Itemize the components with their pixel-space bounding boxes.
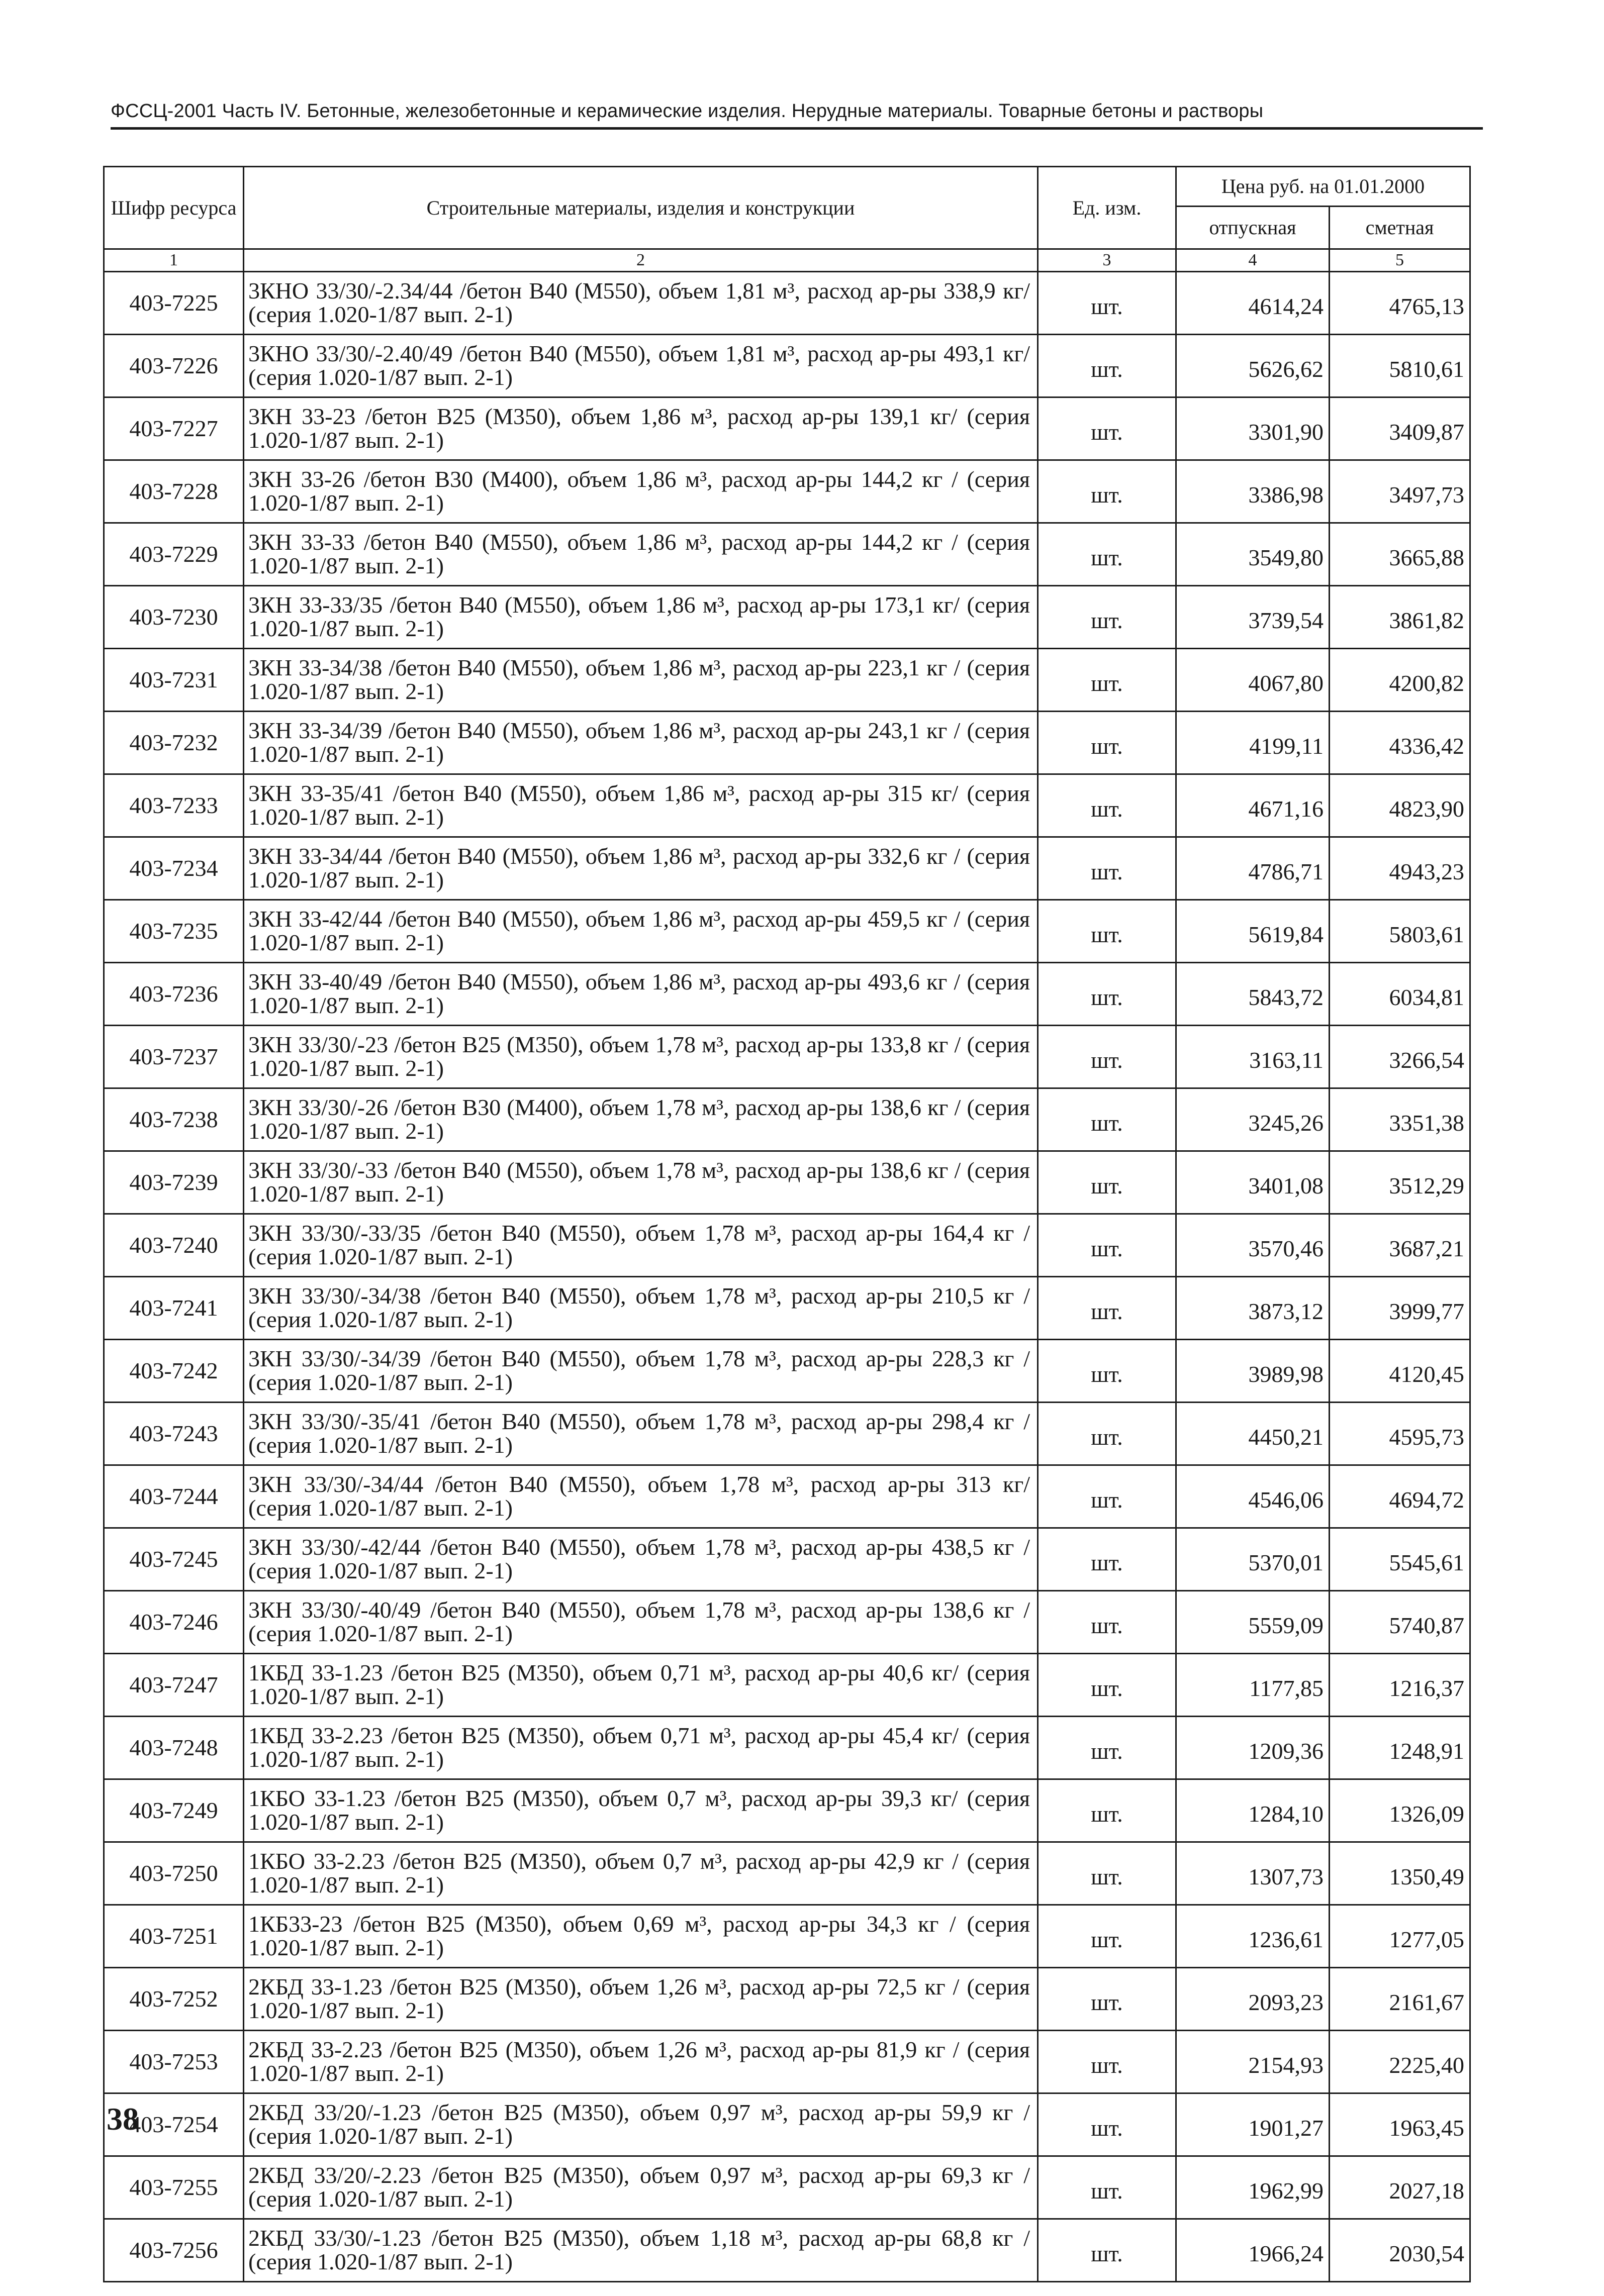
header-unit: Ед. изм. xyxy=(1038,167,1176,249)
estimate-price-cell: 4823,90 xyxy=(1330,774,1470,837)
estimate-price-cell: 3999,77 xyxy=(1330,1277,1470,1340)
resource-code-cell: 403-7230 xyxy=(104,586,244,649)
resource-code-cell: 403-7244 xyxy=(104,1465,244,1528)
estimate-price-cell: 1216,37 xyxy=(1330,1654,1470,1717)
material-description-cell: 3КН 33-40/49 /бетон В40 (М550), объем 1,86 м³, расход ар-ры 493,6 кг / (серия 1.020-1/87 вып. 2-1) xyxy=(244,963,1038,1026)
material-description-cell: 3КН 33/30/-42/44 /бетон В40 (М550), объем 1,78 м³, расход ар-ры 438,5 кг / (серия 1.020-1/87 вып. 2-1) xyxy=(244,1528,1038,1591)
unit-cell: шт. xyxy=(1038,335,1176,397)
resource-code-cell: 403-7234 xyxy=(104,837,244,900)
estimate-price-cell: 1963,45 xyxy=(1330,2093,1470,2156)
release-price-cell: 4786,71 xyxy=(1176,837,1330,900)
resource-code-cell: 403-7233 xyxy=(104,774,244,837)
table-row xyxy=(104,1591,1470,1654)
release-price-cell: 5370,01 xyxy=(1176,1528,1330,1591)
estimate-price-cell: 1326,09 xyxy=(1330,1779,1470,1842)
resource-code-cell: 403-7232 xyxy=(104,712,244,774)
material-description-cell: 2КБД 33/20/-2.23 /бетон В25 (М350), объем 0,97 м³, расход ар-ры 69,3 кг / (серия 1.020-1/87 вып. 2-1) xyxy=(244,2156,1038,2219)
unit-cell: шт. xyxy=(1038,397,1176,460)
table-row xyxy=(104,963,1470,1026)
release-price-cell: 3873,12 xyxy=(1176,1277,1330,1340)
resource-code-cell: 403-7253 xyxy=(104,2031,244,2093)
table-row xyxy=(104,586,1470,649)
resource-code-cell: 403-7241 xyxy=(104,1277,244,1340)
material-description-cell: 3КН 33-34/38 /бетон В40 (М550), объем 1,86 м³, расход ар-ры 223,1 кг / (серия 1.020-1/87 вып. 2-1) xyxy=(244,649,1038,712)
table-row xyxy=(104,397,1470,460)
table-row xyxy=(104,1717,1470,1779)
release-price-cell: 3163,11 xyxy=(1176,1026,1330,1088)
table-row xyxy=(104,1088,1470,1151)
column-number-row xyxy=(104,249,1470,272)
table-row xyxy=(104,837,1470,900)
material-description-cell: 3КНО 33/30/-2.34/44 /бетон В40 (М550), объем 1,81 м³, расход ар-ры 338,9 кг/ (серия 1.020-1/87 вып. 2-1) xyxy=(244,272,1038,335)
resource-code-cell: 403-7247 xyxy=(104,1654,244,1717)
resource-code-cell: 403-7229 xyxy=(104,523,244,586)
unit-cell: шт. xyxy=(1038,1465,1176,1528)
resource-code-cell: 403-7249 xyxy=(104,1779,244,1842)
column-number: 2 xyxy=(244,249,1038,272)
resource-code-cell: 403-7240 xyxy=(104,1214,244,1277)
column-number: 5 xyxy=(1330,249,1470,272)
table-row xyxy=(104,1842,1470,1905)
release-price-cell: 3570,46 xyxy=(1176,1214,1330,1277)
unit-cell: шт. xyxy=(1038,1277,1176,1340)
resource-code-cell: 403-7225 xyxy=(104,272,244,335)
material-description-cell: 3КН 33/30/-34/38 /бетон В40 (М550), объем 1,78 м³, расход ар-ры 210,5 кг / (серия 1.020-1/87 вып. 2-1) xyxy=(244,1277,1038,1340)
unit-cell: шт. xyxy=(1038,649,1176,712)
release-price-cell: 1177,85 xyxy=(1176,1654,1330,1717)
unit-cell: шт. xyxy=(1038,586,1176,649)
estimate-price-cell: 1277,05 xyxy=(1330,1905,1470,1968)
release-price-cell: 3386,98 xyxy=(1176,460,1330,523)
unit-cell: шт. xyxy=(1038,712,1176,774)
unit-cell: шт. xyxy=(1038,1842,1176,1905)
unit-cell: шт. xyxy=(1038,2156,1176,2219)
material-description-cell: 3КН 33-33 /бетон В40 (М550), объем 1,86 м³, расход ар-ры 144,2 кг / (серия 1.020-1/87 вып. 2-1) xyxy=(244,523,1038,586)
column-number: 4 xyxy=(1176,249,1330,272)
release-price-cell: 1901,27 xyxy=(1176,2093,1330,2156)
resource-code-cell: 403-7243 xyxy=(104,1403,244,1465)
release-price-cell: 3401,08 xyxy=(1176,1151,1330,1214)
unit-cell: шт. xyxy=(1038,272,1176,335)
table-row xyxy=(104,460,1470,523)
header-resource-code: Шифр ресурса xyxy=(104,167,244,249)
release-price-cell: 2154,93 xyxy=(1176,2031,1330,2093)
release-price-cell: 4614,24 xyxy=(1176,272,1330,335)
material-description-cell: 3КН 33/30/-33/35 /бетон В40 (М550), объем 1,78 м³, расход ар-ры 164,4 кг / (серия 1.020-1/87 вып. 2-1) xyxy=(244,1214,1038,1277)
resource-code-cell: 403-7246 xyxy=(104,1591,244,1654)
unit-cell: шт. xyxy=(1038,774,1176,837)
estimate-price-cell: 3266,54 xyxy=(1330,1026,1470,1088)
table-row xyxy=(104,1403,1470,1465)
unit-cell: шт. xyxy=(1038,2219,1176,2282)
material-description-cell: 3КН 33-42/44 /бетон В40 (М550), объем 1,86 м³, расход ар-ры 459,5 кг / (серия 1.020-1/87 вып. 2-1) xyxy=(244,900,1038,963)
resource-code-cell: 403-7248 xyxy=(104,1717,244,1779)
release-price-cell: 5619,84 xyxy=(1176,900,1330,963)
estimate-price-cell: 4765,13 xyxy=(1330,272,1470,335)
release-price-cell: 3245,26 xyxy=(1176,1088,1330,1151)
header-release-price: отпускная xyxy=(1176,207,1330,249)
table-row xyxy=(104,712,1470,774)
unit-cell: шт. xyxy=(1038,1905,1176,1968)
material-description-cell: 3КН 33-33/35 /бетон В40 (М550), объем 1,86 м³, расход ар-ры 173,1 кг/ (серия 1.020-1/87 вып. 2-1) xyxy=(244,586,1038,649)
table-row xyxy=(104,1277,1470,1340)
unit-cell: шт. xyxy=(1038,1214,1176,1277)
resource-code-cell: 403-7254 xyxy=(104,2093,244,2156)
release-price-cell: 5559,09 xyxy=(1176,1591,1330,1654)
resource-code-cell: 403-7237 xyxy=(104,1026,244,1088)
estimate-price-cell: 2030,54 xyxy=(1330,2219,1470,2282)
material-description-cell: 3КН 33/30/-23 /бетон В25 (М350), объем 1,78 м³, расход ар-ры 133,8 кг / (серия 1.020-1/87 вып. 2-1) xyxy=(244,1026,1038,1088)
material-description-cell: 3КН 33/30/-26 /бетон В30 (М400), объем 1,78 м³, расход ар-ры 138,6 кг / (серия 1.020-1/87 вып. 2-1) xyxy=(244,1088,1038,1151)
material-description-cell: 1КБД 33-2.23 /бетон В25 (М350), объем 0,71 м³, расход ар-ры 45,4 кг/ (серия 1.020-1/87 вып. 2-1) xyxy=(244,1717,1038,1779)
table-row xyxy=(104,1214,1470,1277)
estimate-price-cell: 4694,72 xyxy=(1330,1465,1470,1528)
table-body xyxy=(104,272,1470,2282)
unit-cell: шт. xyxy=(1038,1403,1176,1465)
resource-code-cell: 403-7228 xyxy=(104,460,244,523)
release-price-cell: 4546,06 xyxy=(1176,1465,1330,1528)
resource-code-cell: 403-7236 xyxy=(104,963,244,1026)
material-description-cell: 2КБД 33-2.23 /бетон В25 (М350), объем 1,26 м³, расход ар-ры 81,9 кг / (серия 1.020-1/87 вып. 2-1) xyxy=(244,2031,1038,2093)
release-price-cell: 4067,80 xyxy=(1176,649,1330,712)
estimate-price-cell: 4120,45 xyxy=(1330,1340,1470,1403)
estimate-price-cell: 2027,18 xyxy=(1330,2156,1470,2219)
estimate-price-cell: 3687,21 xyxy=(1330,1214,1470,1277)
unit-cell: шт. xyxy=(1038,1151,1176,1214)
resource-code-cell: 403-7252 xyxy=(104,1968,244,2031)
resource-code-cell: 403-7255 xyxy=(104,2156,244,2219)
release-price-cell: 1236,61 xyxy=(1176,1905,1330,1968)
material-description-cell: 3КН 33-34/39 /бетон В40 (М550), объем 1,86 м³, расход ар-ры 243,1 кг / (серия 1.020-1/87 вып. 2-1) xyxy=(244,712,1038,774)
release-price-cell: 3739,54 xyxy=(1176,586,1330,649)
estimate-price-cell: 1248,91 xyxy=(1330,1717,1470,1779)
unit-cell: шт. xyxy=(1038,2093,1176,2156)
release-price-cell: 2093,23 xyxy=(1176,1968,1330,2031)
unit-cell: шт. xyxy=(1038,460,1176,523)
estimate-price-cell: 5803,61 xyxy=(1330,900,1470,963)
table-row xyxy=(104,1528,1470,1591)
unit-cell: шт. xyxy=(1038,1340,1176,1403)
material-description-cell: 1КБО 33-2.23 /бетон В25 (М350), объем 0,7 м³, расход ар-ры 42,9 кг / (серия 1.020-1/87 вып. 2-1) xyxy=(244,1842,1038,1905)
estimate-price-cell: 3409,87 xyxy=(1330,397,1470,460)
estimate-price-cell: 4336,42 xyxy=(1330,712,1470,774)
table-row xyxy=(104,1968,1470,2031)
resource-code-cell: 403-7226 xyxy=(104,335,244,397)
table-row xyxy=(104,1654,1470,1717)
price-table xyxy=(103,166,1471,2282)
material-description-cell: 3КН 33-23 /бетон В25 (М350), объем 1,86 м³, расход ар-ры 139,1 кг/ (серия 1.020-1/87 вып. 2-1) xyxy=(244,397,1038,460)
material-description-cell: 3КН 33-34/44 /бетон В40 (М550), объем 1,86 м³, расход ар-ры 332,6 кг / (серия 1.020-1/87 вып. 2-1) xyxy=(244,837,1038,900)
release-price-cell: 1966,24 xyxy=(1176,2219,1330,2282)
resource-code-cell: 403-7245 xyxy=(104,1528,244,1591)
release-price-cell: 3301,90 xyxy=(1176,397,1330,460)
resource-code-cell: 403-7238 xyxy=(104,1088,244,1151)
estimate-price-cell: 4595,73 xyxy=(1330,1403,1470,1465)
unit-cell: шт. xyxy=(1038,837,1176,900)
estimate-price-cell: 5810,61 xyxy=(1330,335,1470,397)
release-price-cell: 5843,72 xyxy=(1176,963,1330,1026)
material-description-cell: 3КН 33/30/-35/41 /бетон В40 (М550), объем 1,78 м³, расход ар-ры 298,4 кг / (серия 1.020-1/87 вып. 2-1) xyxy=(244,1403,1038,1465)
estimate-price-cell: 5740,87 xyxy=(1330,1591,1470,1654)
resource-code-cell: 403-7227 xyxy=(104,397,244,460)
release-price-cell: 4450,21 xyxy=(1176,1403,1330,1465)
release-price-cell: 5626,62 xyxy=(1176,335,1330,397)
estimate-price-cell: 3512,29 xyxy=(1330,1151,1470,1214)
unit-cell: шт. xyxy=(1038,1088,1176,1151)
material-description-cell: 3КН 33/30/-34/39 /бетон В40 (М550), объем 1,78 м³, расход ар-ры 228,3 кг / (серия 1.020-1/87 вып. 2-1) xyxy=(244,1340,1038,1403)
unit-cell: шт. xyxy=(1038,1968,1176,2031)
material-description-cell: 2КБД 33/20/-1.23 /бетон В25 (М350), объем 0,97 м³, расход ар-ры 59,9 кг / (серия 1.020-1/87 вып. 2-1) xyxy=(244,2093,1038,2156)
estimate-price-cell: 4943,23 xyxy=(1330,837,1470,900)
estimate-price-cell: 3861,82 xyxy=(1330,586,1470,649)
table-row xyxy=(104,523,1470,586)
table-row xyxy=(104,2093,1470,2156)
table-row xyxy=(104,774,1470,837)
table-row xyxy=(104,1779,1470,1842)
table-row xyxy=(104,2031,1470,2093)
column-number: 3 xyxy=(1038,249,1176,272)
resource-code-cell: 403-7251 xyxy=(104,1905,244,1968)
unit-cell: шт. xyxy=(1038,1591,1176,1654)
estimate-price-cell: 5545,61 xyxy=(1330,1528,1470,1591)
resource-code-cell: 403-7239 xyxy=(104,1151,244,1214)
material-description-cell: 1КБО 33-1.23 /бетон В25 (М350), объем 0,7 м³, расход ар-ры 39,3 кг/ (серия 1.020-1/87 вып. 2-1) xyxy=(244,1779,1038,1842)
table-row xyxy=(104,1151,1470,1214)
table-row xyxy=(104,335,1470,397)
unit-cell: шт. xyxy=(1038,1779,1176,1842)
material-description-cell: 3КН 33/30/-33 /бетон В40 (М550), объем 1,78 м³, расход ар-ры 138,6 кг / (серия 1.020-1/87 вып. 2-1) xyxy=(244,1151,1038,1214)
release-price-cell: 4671,16 xyxy=(1176,774,1330,837)
table-row xyxy=(104,1340,1470,1403)
table-row xyxy=(104,2219,1470,2282)
unit-cell: шт. xyxy=(1038,523,1176,586)
unit-cell: шт. xyxy=(1038,2031,1176,2093)
unit-cell: шт. xyxy=(1038,1717,1176,1779)
unit-cell: шт. xyxy=(1038,963,1176,1026)
header-estimate-price: сметная xyxy=(1330,207,1470,249)
material-description-cell: 3КН 33-35/41 /бетон В40 (М550), объем 1,86 м³, расход ар-ры 315 кг/ (серия 1.020-1/87 вып. 2-1) xyxy=(244,774,1038,837)
page-number: 38 xyxy=(107,2101,139,2137)
release-price-cell: 1209,36 xyxy=(1176,1717,1330,1779)
release-price-cell: 1284,10 xyxy=(1176,1779,1330,1842)
unit-cell: шт. xyxy=(1038,1026,1176,1088)
estimate-price-cell: 1350,49 xyxy=(1330,1842,1470,1905)
resource-code-cell: 403-7250 xyxy=(104,1842,244,1905)
unit-cell: шт. xyxy=(1038,1528,1176,1591)
material-description-cell: 3КН 33/30/-34/44 /бетон В40 (М550), объем 1,78 м³, расход ар-ры 313 кг/ (серия 1.020-1/87 вып. 2-1) xyxy=(244,1465,1038,1528)
resource-code-cell: 403-7231 xyxy=(104,649,244,712)
column-number: 1 xyxy=(104,249,244,272)
release-price-cell: 3989,98 xyxy=(1176,1340,1330,1403)
estimate-price-cell: 6034,81 xyxy=(1330,963,1470,1026)
resource-code-cell: 403-7235 xyxy=(104,900,244,963)
estimate-price-cell: 4200,82 xyxy=(1330,649,1470,712)
header-price-group: Цена руб. на 01.01.2000 xyxy=(1176,167,1470,207)
material-description-cell: 3КН 33/30/-40/49 /бетон В40 (М550), объем 1,78 м³, расход ар-ры 138,6 кг / (серия 1.020-1/87 вып. 2-1) xyxy=(244,1591,1038,1654)
resource-code-cell: 403-7256 xyxy=(104,2219,244,2282)
unit-cell: шт. xyxy=(1038,900,1176,963)
table-row xyxy=(104,1465,1470,1528)
release-price-cell: 1962,99 xyxy=(1176,2156,1330,2219)
table-row xyxy=(104,2156,1470,2219)
material-description-cell: 1КБД 33-1.23 /бетон В25 (М350), объем 0,71 м³, расход ар-ры 40,6 кг/ (серия 1.020-1/87 вып. 2-1) xyxy=(244,1654,1038,1717)
header-material-name: Строительные материалы, изделия и конструкции xyxy=(244,167,1038,249)
estimate-price-cell: 2225,40 xyxy=(1330,2031,1470,2093)
release-price-cell: 3549,80 xyxy=(1176,523,1330,586)
material-description-cell: 3КНО 33/30/-2.40/49 /бетон В40 (М550), объем 1,81 м³, расход ар-ры 493,1 кг/ (серия 1.020-1/87 вып. 2-1) xyxy=(244,335,1038,397)
unit-cell: шт. xyxy=(1038,1654,1176,1717)
table-row xyxy=(104,1905,1470,1968)
table-row xyxy=(104,1026,1470,1088)
table-row xyxy=(104,649,1470,712)
material-description-cell: 2КБД 33/30/-1.23 /бетон В25 (М350), объем 1,18 м³, расход ар-ры 68,8 кг / (серия 1.020-1/87 вып. 2-1) xyxy=(244,2219,1038,2282)
table-row xyxy=(104,900,1470,963)
table-row xyxy=(104,272,1470,335)
material-description-cell: 3КН 33-26 /бетон В30 (М400), объем 1,86 м³, расход ар-ры 144,2 кг / (серия 1.020-1/87 вып. 2-1) xyxy=(244,460,1038,523)
release-price-cell: 4199,11 xyxy=(1176,712,1330,774)
estimate-price-cell: 3665,88 xyxy=(1330,523,1470,586)
estimate-price-cell: 3497,73 xyxy=(1330,460,1470,523)
estimate-price-cell: 3351,38 xyxy=(1330,1088,1470,1151)
release-price-cell: 1307,73 xyxy=(1176,1842,1330,1905)
material-description-cell: 1КБ33-23 /бетон В25 (М350), объем 0,69 м³, расход ар-ры 34,3 кг / (серия 1.020-1/87 вып. 2-1) xyxy=(244,1905,1038,1968)
estimate-price-cell: 2161,67 xyxy=(1330,1968,1470,2031)
running-header: ФССЦ-2001 Часть IV. Бетонные, железобетонные и керамические изделия. Нерудные материалы. Товарные бетоны и растворы xyxy=(111,101,1483,130)
resource-code-cell: 403-7242 xyxy=(104,1340,244,1403)
material-description-cell: 2КБД 33-1.23 /бетон В25 (М350), объем 1,26 м³, расход ар-ры 72,5 кг / (серия 1.020-1/87 вып. 2-1) xyxy=(244,1968,1038,2031)
